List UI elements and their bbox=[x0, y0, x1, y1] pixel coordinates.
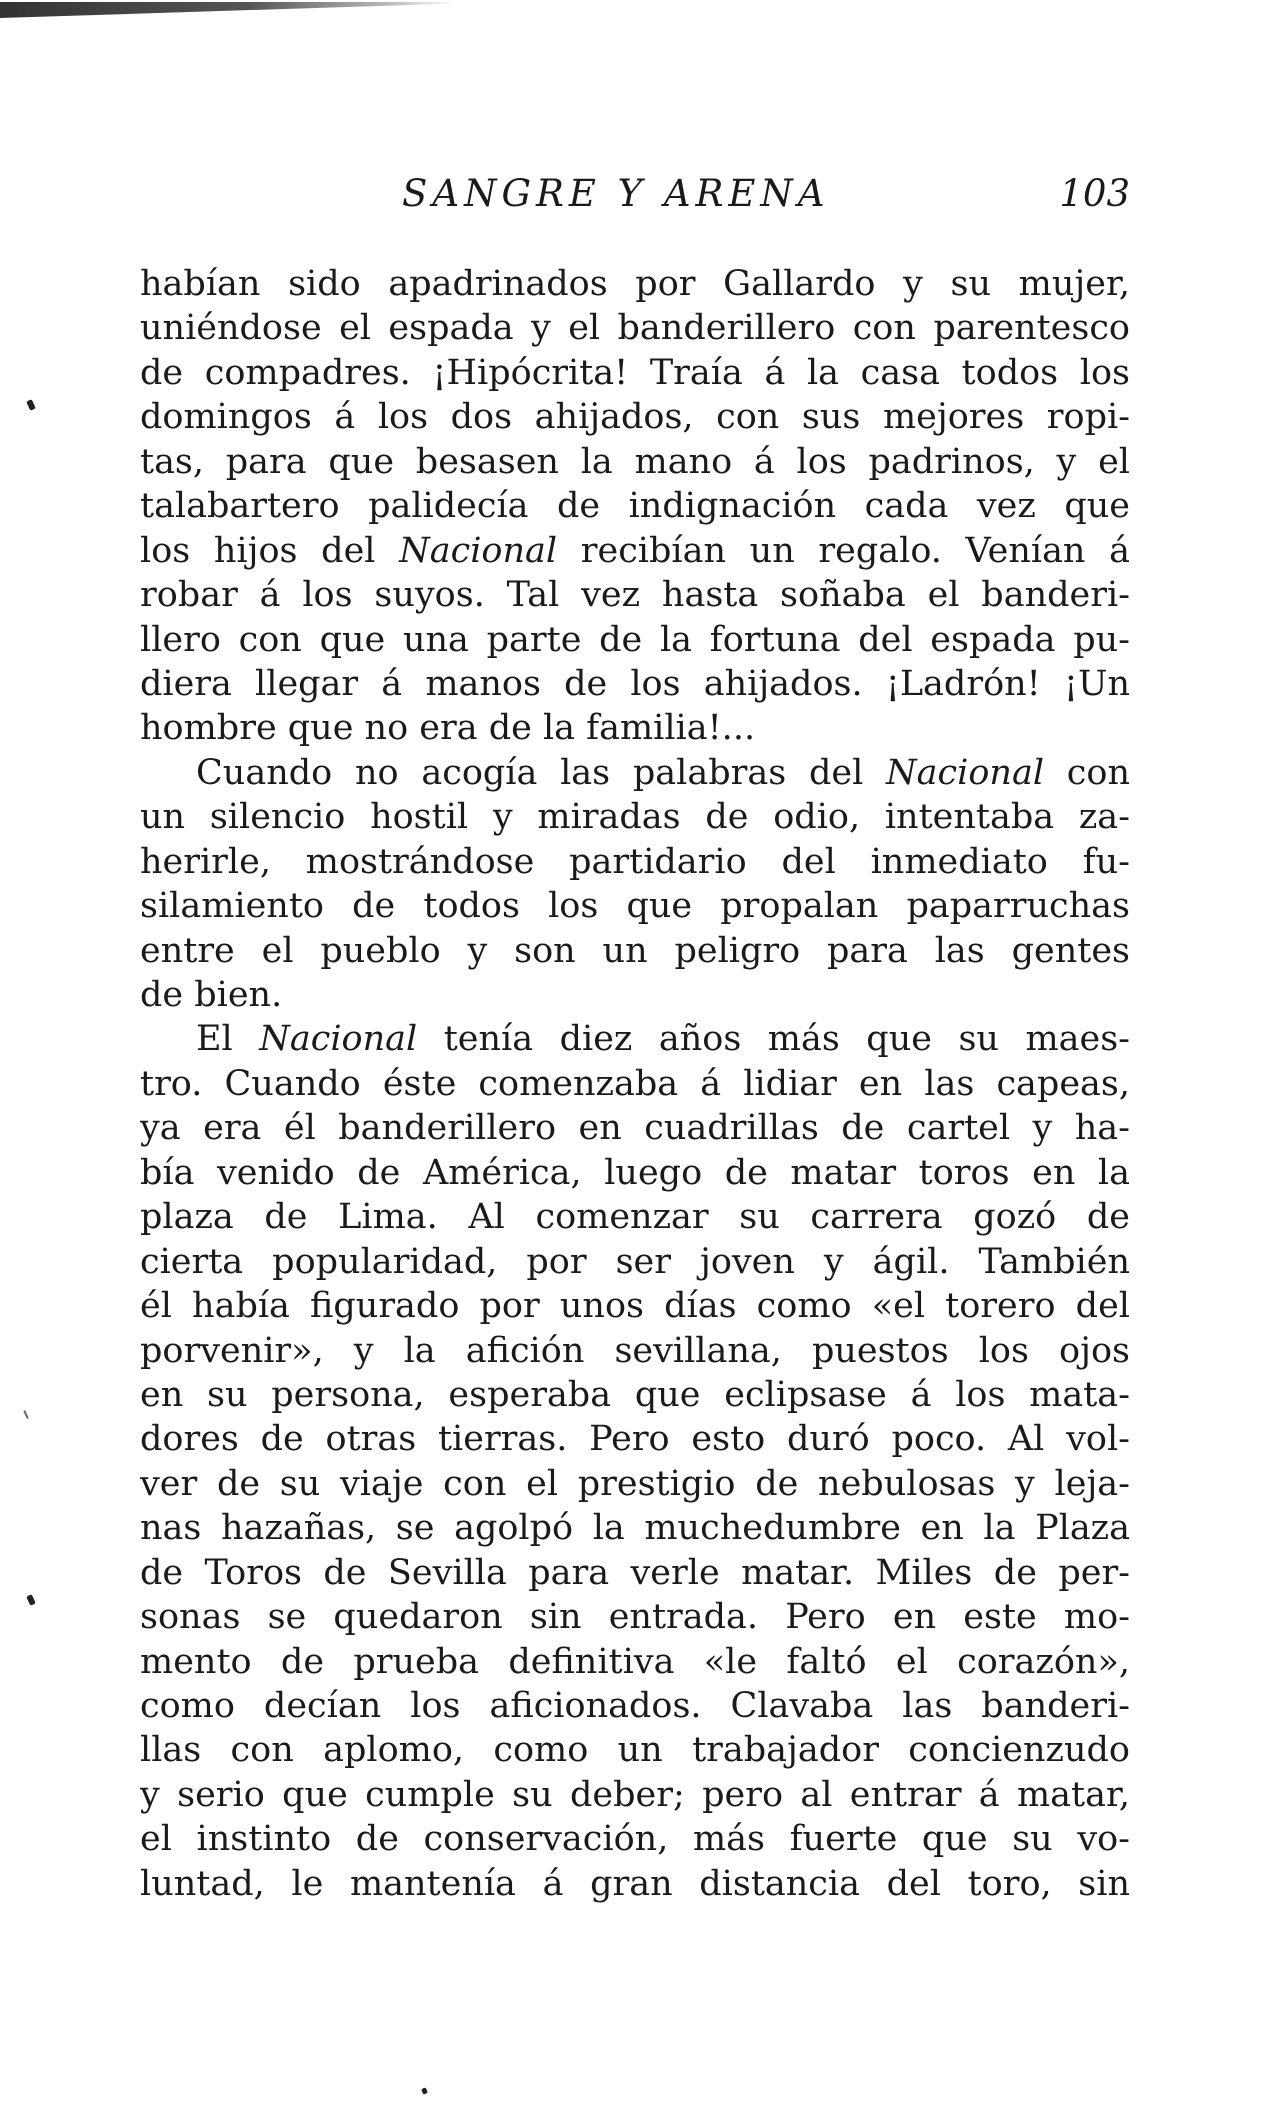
text-line: hombre que no era de la familia!... bbox=[140, 708, 756, 749]
text-line: Cuando no acogía las palabras del Nacional con bbox=[196, 752, 1130, 793]
text-line: sonas se quedaron sin entrada. Pero en este mo- bbox=[140, 1597, 1130, 1638]
top-edge-rule bbox=[0, 2, 455, 18]
margin-speck bbox=[23, 1410, 29, 1419]
text-line: el instinto de conservación, más fuerte que su vo- bbox=[140, 1819, 1130, 1860]
text-line: bía venido de América, luego de matar toros en la bbox=[140, 1152, 1130, 1193]
text-line: robar á los suyos. Tal vez hasta soñaba el banderi- bbox=[140, 575, 1130, 616]
body-text bbox=[140, 262, 1130, 1906]
text-line: en su persona, esperaba que eclipsase á los mata- bbox=[140, 1374, 1130, 1415]
text-line: tro. Cuando éste comenzaba á lidiar en las capeas, bbox=[140, 1063, 1130, 1104]
text-line: silamiento de todos los que propalan paparruchas bbox=[140, 886, 1130, 927]
text-line: un silencio hostil y miradas de odio, intentaba za- bbox=[140, 797, 1130, 838]
text-line: tas, para que besasen la mano á los padrinos, y el bbox=[140, 441, 1130, 482]
text-line: plaza de Lima. Al comenzar su carrera gozó de bbox=[140, 1197, 1130, 1238]
text-line: de bien. bbox=[140, 975, 283, 1015]
text-line: porvenir», y la afición sevillana, puestos los ojos bbox=[140, 1330, 1130, 1371]
text-line: luntad, le mantenía á gran distancia del toro, sin bbox=[140, 1863, 1130, 1904]
italic-name: Nacional bbox=[259, 1019, 418, 1060]
text-line: llero con que una parte de la fortuna del espada pu- bbox=[140, 619, 1130, 660]
text-line: entre el pueblo y son un peligro para las gentes bbox=[140, 930, 1130, 971]
text-line: El Nacional tenía diez años más que su maes- bbox=[196, 1019, 1130, 1060]
text-line: de Toros de Sevilla para verle matar. Miles de per- bbox=[140, 1552, 1130, 1593]
text-line: talabartero palidecía de indignación cada vez que bbox=[140, 486, 1130, 527]
text-line: habían sido apadrinados por Gallardo y su mujer, bbox=[140, 264, 1130, 304]
italic-name: Nacional bbox=[886, 752, 1045, 793]
margin-speck bbox=[26, 399, 36, 411]
text-line: él había figurado por unos días como «el torero del bbox=[140, 1286, 1130, 1327]
text-line: de compadres. ¡Hipócrita! Traía á la casa todos los bbox=[140, 352, 1130, 393]
text-line: mento de prueba definitiva «le faltó el corazón», bbox=[140, 1641, 1130, 1682]
margin-speck bbox=[26, 1594, 36, 1606]
text-line: llas con aplomo, como un trabajador concienzudo bbox=[140, 1730, 1130, 1771]
text-line: ya era él banderillero en cuadrillas de cartel y ha- bbox=[140, 1108, 1130, 1149]
text-line: nas hazañas, se agolpó la muchedumbre en la Plaza bbox=[140, 1508, 1130, 1549]
text-line: los hijos del Nacional recibían un regalo. Venían á bbox=[140, 530, 1130, 571]
running-title: SANGRE Y ARENA bbox=[402, 172, 830, 215]
text-line: ver de su viaje con el prestigio de nebulosas y leja- bbox=[140, 1463, 1130, 1504]
text-line: uniéndose el espada y el banderillero con parentesco bbox=[140, 308, 1130, 349]
text-line: como decían los aficionados. Clavaba las banderi- bbox=[140, 1686, 1130, 1726]
italic-name: Nacional bbox=[399, 530, 558, 571]
page-number: 103 bbox=[1059, 172, 1130, 215]
text-line: y serio que cumple su deber; pero al entrar á matar, bbox=[140, 1774, 1130, 1815]
margin-speck bbox=[421, 2087, 428, 2095]
text-line: diera llegar á manos de los ahijados. ¡Ladrón! ¡Un bbox=[140, 663, 1130, 704]
text-line: dores de otras tierras. Pero esto duró poco. Al vol- bbox=[140, 1419, 1130, 1460]
text-line: herirle, mostrándose partidario del inmediato fu- bbox=[140, 841, 1130, 882]
running-head bbox=[140, 172, 1130, 222]
text-line: cierta popularidad, por ser joven y ágil. También bbox=[140, 1241, 1130, 1282]
text-line: domingos á los dos ahijados, con sus mejores ropi- bbox=[140, 397, 1130, 438]
